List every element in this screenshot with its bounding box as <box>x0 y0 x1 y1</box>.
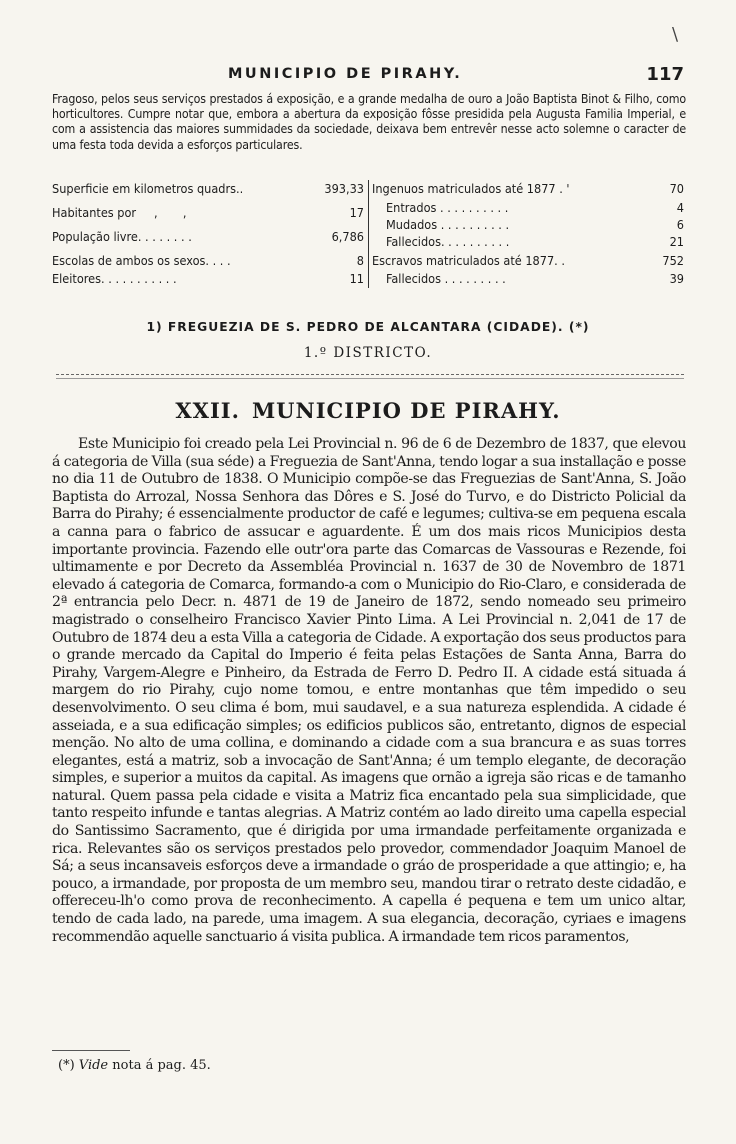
district-heading: 1.º DISTRICTO. <box>303 345 433 361</box>
stat-row-mudados <box>386 217 684 233</box>
stat-row-entrados <box>386 200 684 216</box>
stat-row-voters <box>52 270 364 288</box>
stat-row-fallecidos-escravos <box>386 271 684 287</box>
footnote-text: nota á pag. 45. <box>112 1058 211 1073</box>
stat-label: Escravos matriculados até 1877. . <box>372 253 565 268</box>
stat-label: Escolas de ambos os sexos. . . . <box>52 253 231 268</box>
stat-row-density <box>52 204 364 222</box>
chapter-heading <box>0 398 736 423</box>
stat-value: 11 <box>349 271 364 286</box>
body-paragraph: Este Municipio foi creado pela Lei Provincial n. 96 de 6 de Dezembro de 1837, que elevou á categoria de Villa (sua séde) a Freguezia de Sant'Anna, tendo logar a sua installação e posse no dia 11 de Outubro de 1838. O Municipio compõe-se das Freguezias de Sant'Anna, S. João Baptista do Arrozal, Nossa Senhora das Dôres e S. José do Turvo, e do Districto Policial da Barra do Pirahy; é essencialmente productor de café e legumes; cultiva-se em pequena escala a canna para o fabrico de assucar e aguardente. É um dos mais ricos Municipios desta importante provincia. Fazendo elle outr'ora parte das Comarcas de Vassouras e Rezende, foi ultimamente e por Decreto da Assembléa Provincial n. 1637 de 30 de Novembro de 1871 elevado á categoria de Comarca, formando-a com o Municipio do Rio-Claro, e considerada de 2ª entrancia pelo Decr. n. 4871 de 19 de Janeiro de 1872, sendo nomeado seu primeiro magistrado o conselheiro Francisco Xavier Pinto Lima. A Lei Provincial n. 2,041 de 17 de Outubro de 1874 deu a esta Villa a categoria de Cidade. A exportação dos seus productos para o grande mercado da Capital do Imperio é feita pelas Estações de Santa Anna, Barra do Pirahy, Vargem-Alegre e Pinheiro, da Estrada de Ferro D. Pedro II. A cidade está situada á margem do rio Pirahy, cujo nome tomou, e entre montanhas que têm impedido o seu desenvolvimento. O seu clima é bom, mui saudavel, e a sua natureza esplendida. A cidade é asseiada, e a sua edificação simples; os edificios publicos são, entretanto, dignos de especial menção. No alto de uma collina, e dominando a cidade com a sua brancura e as suas torres elegantes, está a matriz, sob a invocação de Sant'Anna; é um templo elegante, de decoração simples, e superior a muitos da capital. As imagens que ornão a igreja são ricas e de tamanho natural. Quem passa pela cidade e visita a Matriz fica encantado pela sua simplicidade, que tanto respeito infunde e tantas alegrias. A Matriz contém ao lado direito uma capella especial do Santissimo Sacramento, que é dirigida por uma irmandade perfeitamente organizada e rica. Relevantes são os serviços prestados pelo provedor, commendador Joaquim Manoel de Sá; a seus incansaveis esforços deve a irmandade o gráo de prosperidade a que attingio; e, ha pouco, a irmandade, por proposta de um membro seu, mandou tirar o retrato deste cidadão, e offereceu-lh'o como prova de reconhecimento. A capella é pequena e tem um unico altar, tendo de cada lado, na parede, uma imagem. A sua elegancia, decoração, cyriaes e imagens recommendão aquelle sanctuario á visita publica. A irmandade tem ricos paramentos, <box>52 436 686 945</box>
page-number: 117 <box>646 64 684 85</box>
stat-label: Ingenuos matriculados até 1877 . ' <box>372 181 570 196</box>
parish-heading: 1) FREGUEZIA DE S. PEDRO DE ALCANTARA (CIDADE). (*) <box>146 320 590 334</box>
running-header <box>50 66 688 88</box>
running-title: MUNICIPIO DE PIRAHY. <box>228 66 463 82</box>
section-divider <box>56 378 684 379</box>
chapter-number: XXII. <box>175 398 240 423</box>
stat-label: Eleitores. . . . . . . . . . . <box>52 271 177 286</box>
stat-label: População livre. . . . . . . . <box>52 229 192 244</box>
chapter-title: MUNICIPIO DE PIRAHY. <box>251 398 561 423</box>
stat-value: 393,33 <box>324 181 364 196</box>
footnote <box>58 1058 211 1073</box>
stat-value: 21 <box>669 234 684 249</box>
stat-label: Fallecidos. . . . . . . . . . <box>386 234 510 249</box>
stat-label: Superficie em kilometros quadrs.. <box>52 181 244 196</box>
stat-value: 8 <box>356 253 364 268</box>
stat-label: Mudados . . . . . . . . . . <box>386 217 510 232</box>
statistics-table <box>52 176 686 294</box>
footnote-vide: Vide <box>78 1058 109 1073</box>
stat-label: Entrados . . . . . . . . . . <box>386 200 509 215</box>
stat-value: 6,786 <box>331 229 364 244</box>
stat-value: 4 <box>676 200 684 215</box>
stat-row-schools <box>52 252 364 270</box>
stat-value: 752 <box>662 253 684 268</box>
stat-value: 39 <box>669 271 684 286</box>
stat-row-population <box>52 228 364 246</box>
intro-paragraph: Fragoso, pelos seus serviços prestados á exposição, e a grande medalha de ouro a João Baptista Binot & Filho, como horticultores. Cumpre notar que, embora a abertura da exposição fôsse presidida pela Augusta Familia Imperial, e com a assistencia das maiores summidades da sociedade, deixava bem entrevêr nesse acto solemne o caracter de uma festa toda devida a esforços particulares. <box>52 92 686 152</box>
stat-label: Habitantes por , , <box>52 205 187 220</box>
corner-mark: \ <box>672 24 679 45</box>
footnote-marker: (*) <box>58 1058 75 1073</box>
column-divider <box>368 180 369 288</box>
stat-label: Fallecidos . . . . . . . . . <box>386 271 506 286</box>
stat-row-fallecidos-ingenuos <box>386 234 684 250</box>
stat-value: 6 <box>676 217 684 232</box>
footnote-divider <box>52 1050 130 1051</box>
stat-value: 70 <box>669 181 684 196</box>
stat-row-escravos <box>372 252 684 270</box>
stat-row-area <box>52 180 364 198</box>
stat-row-ingenuos <box>372 180 684 198</box>
stat-value: 17 <box>349 205 364 220</box>
section-divider <box>56 374 684 375</box>
